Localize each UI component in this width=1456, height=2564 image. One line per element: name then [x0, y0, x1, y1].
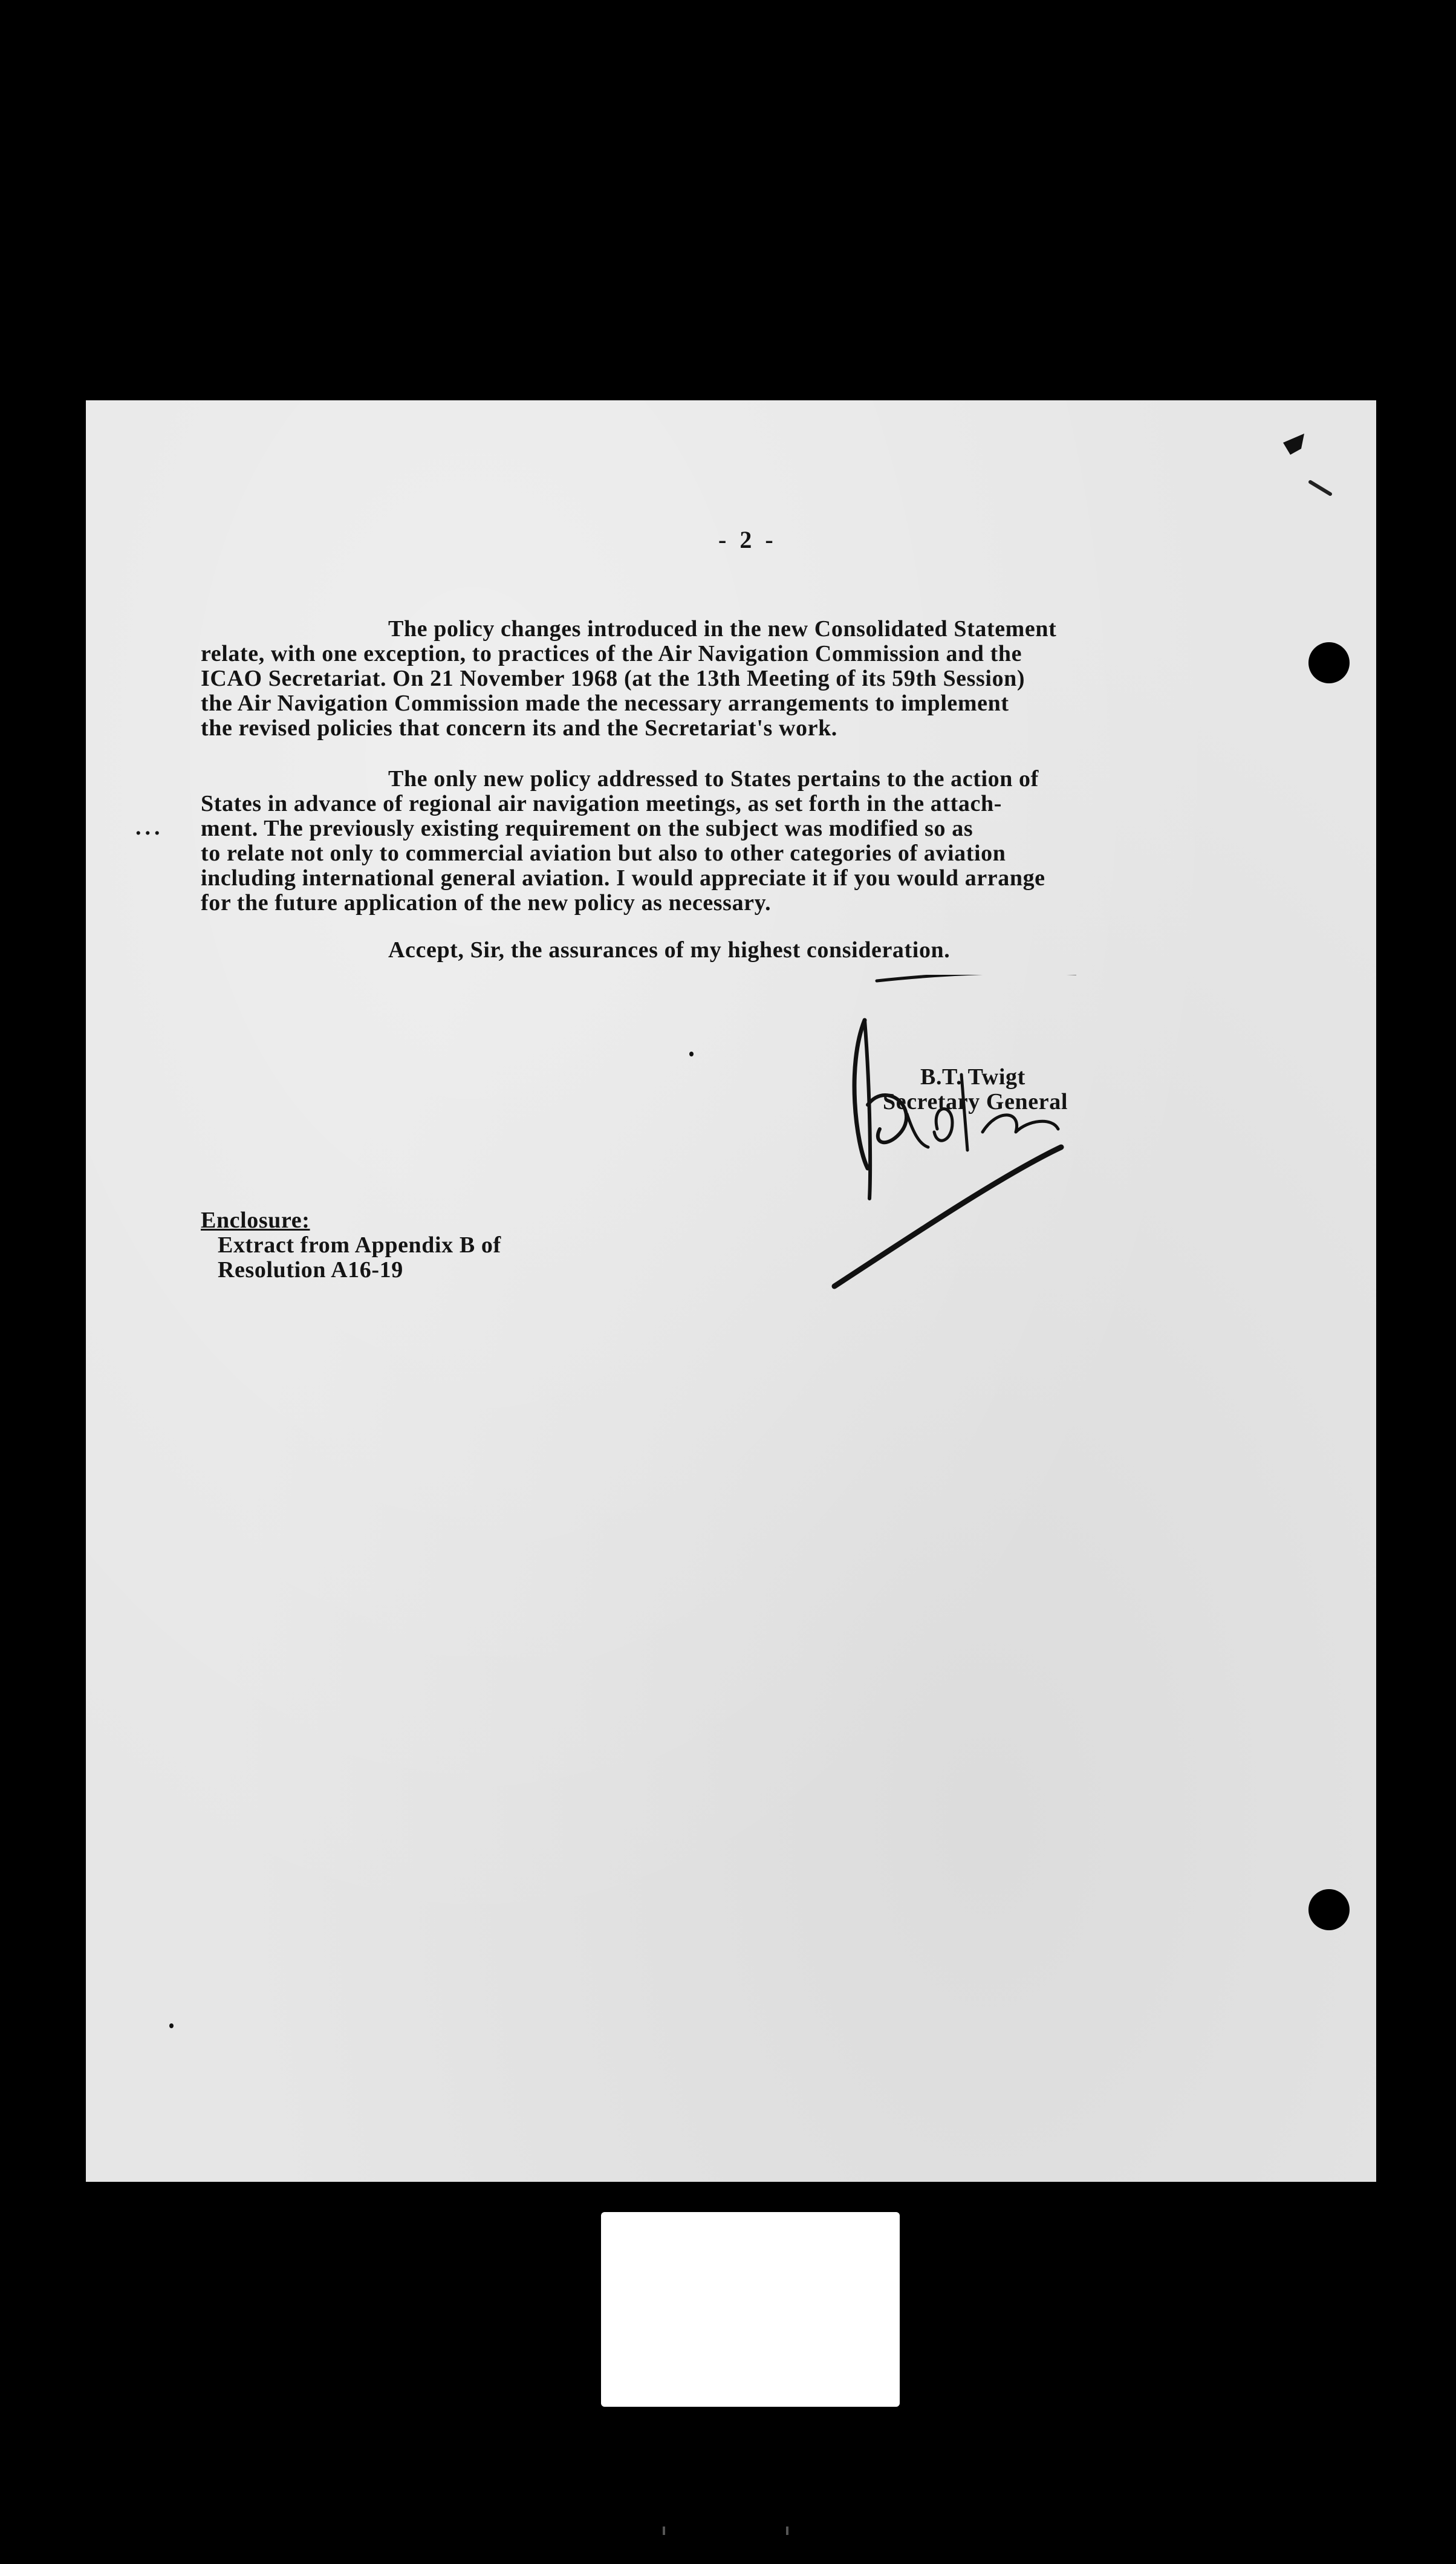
- enclosure-item: Resolution A16-19: [218, 1257, 403, 1283]
- paragraph-line: the Air Navigation Commission made the necessary arrangements to implement: [201, 691, 1009, 716]
- margin-mark: ...: [135, 815, 164, 840]
- signer-title: Secretary General: [883, 1089, 1068, 1114]
- paragraph-line: for the future application of the new policy as necessary.: [201, 890, 772, 916]
- paragraph-line: to relate not only to commercial aviation but also to other categories of aviation: [201, 841, 1006, 866]
- paragraph-policy-changes: [201, 617, 1056, 741]
- film-mark: [663, 2527, 665, 2535]
- paragraph-line: relate, with one exception, to practices of the Air Navigation Commission and the: [201, 641, 1022, 666]
- enclosure-list: [218, 1233, 501, 1283]
- enclosure-label: Enclosure:: [201, 1208, 310, 1233]
- paragraph-new-policy: [201, 767, 1045, 916]
- paragraph-line: The policy changes introduced in the new Consolidated Statement: [388, 616, 1057, 642]
- paragraph-line: States in advance of regional air navigation meetings, as set forth in the attach-: [201, 791, 1002, 816]
- enclosure-item: Extract from Appendix B of: [218, 1232, 501, 1258]
- paragraph-line: including international general aviation. I would appreciate it if you would arrange: [201, 865, 1045, 891]
- ink-speck: [689, 1052, 694, 1056]
- paragraph-line: The only new policy addressed to States pertains to the action of: [388, 766, 1039, 792]
- punch-hole: [1308, 642, 1350, 683]
- corner-staple-mark: [1277, 431, 1344, 497]
- film-mark: [786, 2527, 788, 2535]
- paragraph-line: ment. The previously existing requirement on the subject was modified so as: [201, 816, 973, 841]
- blank-card: [601, 2212, 900, 2407]
- paragraph-line: the revised policies that concern its and the Secretariat's work.: [201, 715, 837, 741]
- document-page: [86, 400, 1376, 2182]
- handwritten-signature: [822, 975, 1076, 1289]
- signer-name: B.T. Twigt: [920, 1064, 1025, 1090]
- punch-hole: [1308, 1889, 1350, 1930]
- closing-salutation: Accept, Sir, the assurances of my highest consideration.: [388, 937, 951, 963]
- page-number: - 2 -: [718, 526, 777, 553]
- ink-speck: [169, 2023, 174, 2028]
- paragraph-line: ICAO Secretariat. On 21 November 1968 (at the 13th Meeting of its 59th Session): [201, 666, 1025, 691]
